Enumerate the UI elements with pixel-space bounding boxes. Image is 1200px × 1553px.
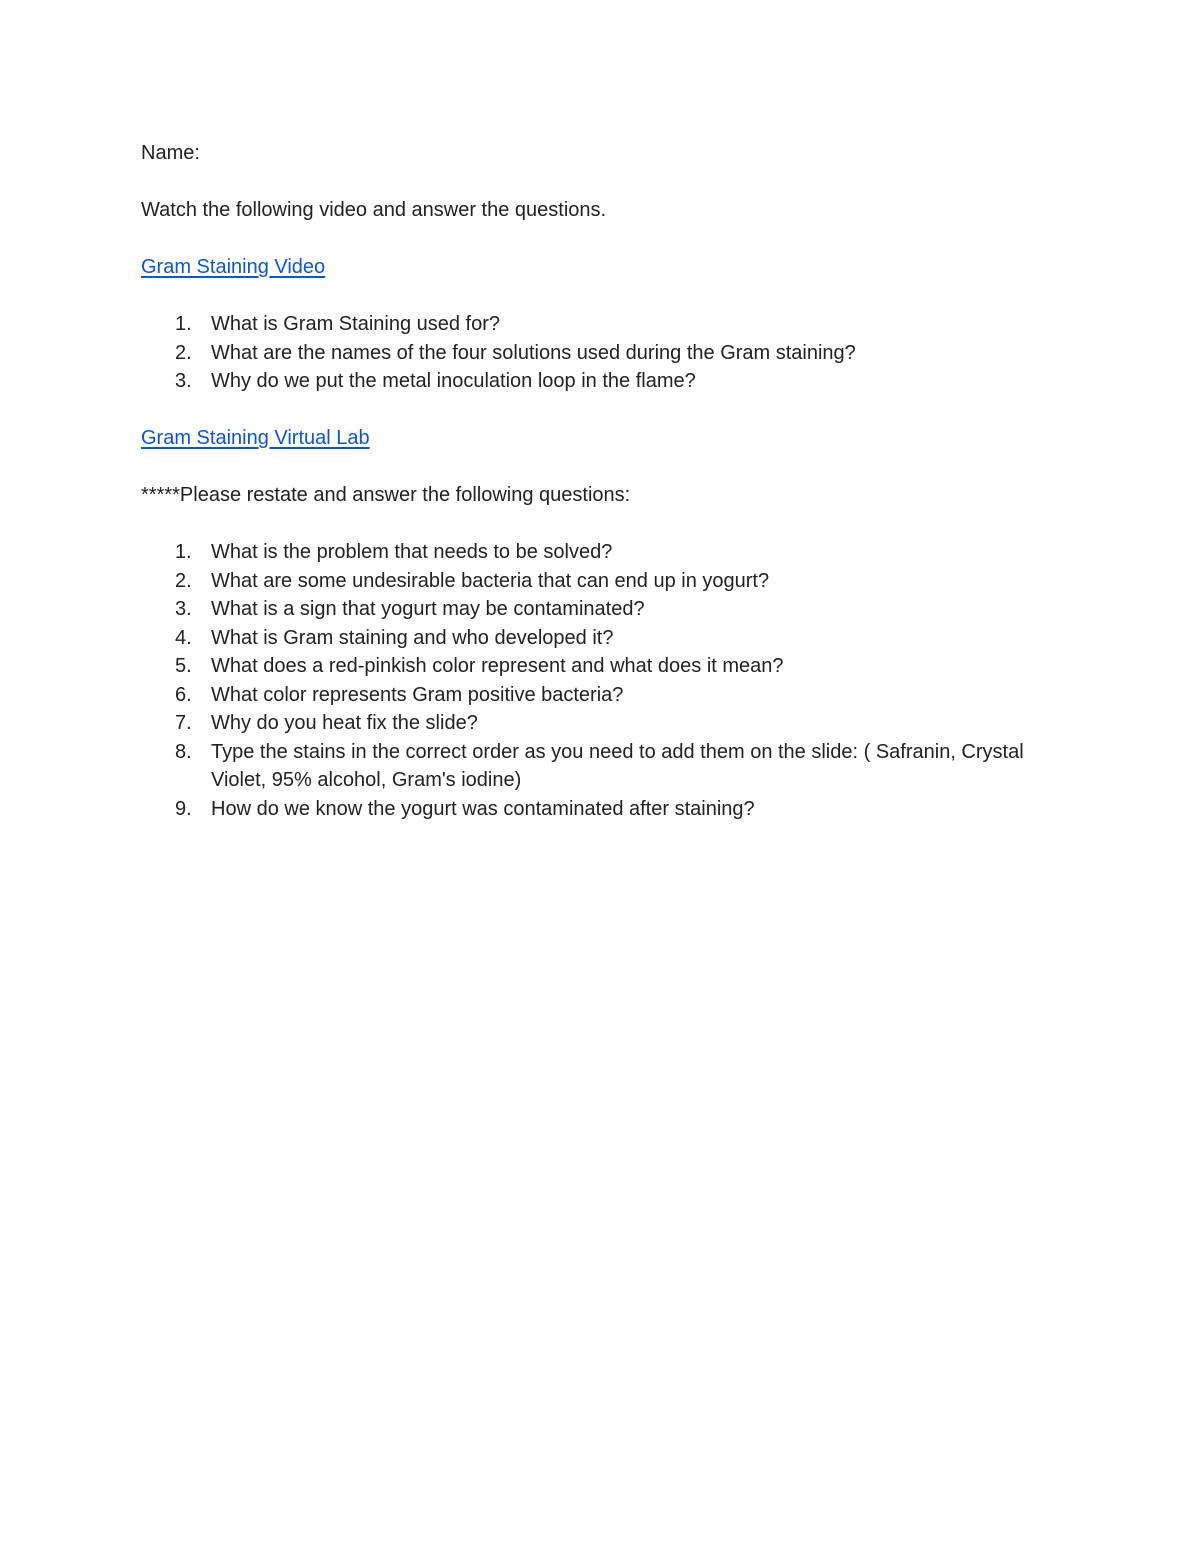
list-item — [141, 709, 1041, 738]
spacer — [141, 396, 1041, 425]
question-text: What is the problem that needs to be solved? — [211, 541, 613, 563]
list-item — [141, 339, 1041, 368]
question-text: What are some undesirable bacteria that can end up in yogurt? — [211, 569, 770, 592]
list-number: 4. — [175, 626, 192, 649]
question-text: What does a red-pinkish color represent and what does it mean? — [211, 655, 784, 677]
list-number: 5. — [175, 655, 192, 677]
list-item — [141, 367, 1041, 396]
gram-staining-virtual-lab-link[interactable]: Gram Staining Virtual Lab — [141, 427, 370, 449]
question-text: Why do you heat fix the slide? — [211, 712, 478, 734]
list-item — [141, 652, 1041, 681]
list-item — [141, 595, 1041, 624]
list-number: 2. — [175, 569, 192, 592]
list-item — [141, 310, 1041, 339]
list-number: 3. — [175, 370, 192, 392]
question-text: What color represents Gram positive bacteria? — [211, 683, 624, 706]
list-number: 1. — [175, 313, 192, 335]
list-item — [141, 738, 1041, 795]
spacer — [141, 225, 1041, 254]
question-text: What is Gram Staining used for? — [211, 313, 501, 335]
lab-question-list — [141, 538, 1041, 823]
document-page — [141, 139, 1041, 823]
spacer — [141, 282, 1041, 311]
question-text: How do we know the yogurt was contaminated after staining? — [211, 797, 755, 820]
list-item — [141, 795, 1041, 824]
list-number: 1. — [175, 541, 192, 563]
question-text: Type the stains in the correct order as you need to add them on the slide: ( Safranin, Crystal Violet, 95% alcohol, Gram's iodine) — [211, 740, 1024, 791]
list-item — [141, 567, 1041, 596]
list-number: 8. — [175, 740, 192, 763]
list-number: 9. — [175, 797, 192, 820]
lab-link-paragraph — [141, 424, 1041, 453]
instruction-text: Watch the following video and answer the questions. — [141, 199, 607, 221]
gram-staining-video-link[interactable]: Gram Staining Video — [141, 256, 326, 278]
question-text: What is a sign that yogurt may be contaminated? — [211, 598, 645, 620]
video-link-paragraph — [141, 253, 1041, 282]
spacer — [141, 510, 1041, 539]
spacer — [141, 168, 1041, 197]
list-number: 3. — [175, 598, 192, 620]
name-label: Name: — [141, 142, 200, 164]
list-number: 2. — [175, 341, 192, 364]
list-item — [141, 538, 1041, 567]
list-number: 6. — [175, 683, 192, 706]
list-item — [141, 681, 1041, 710]
list-item — [141, 624, 1041, 653]
lab-instruction-text: *****Please restate and answer the following questions: — [141, 484, 631, 506]
list-number: 7. — [175, 712, 192, 734]
video-question-list — [141, 310, 1041, 396]
question-text: What is Gram staining and who developed it? — [211, 626, 614, 649]
question-text: Why do we put the metal inoculation loop in the flame? — [211, 370, 696, 392]
question-text: What are the names of the four solutions used during the Gram staining? — [211, 341, 856, 364]
spacer — [141, 453, 1041, 482]
